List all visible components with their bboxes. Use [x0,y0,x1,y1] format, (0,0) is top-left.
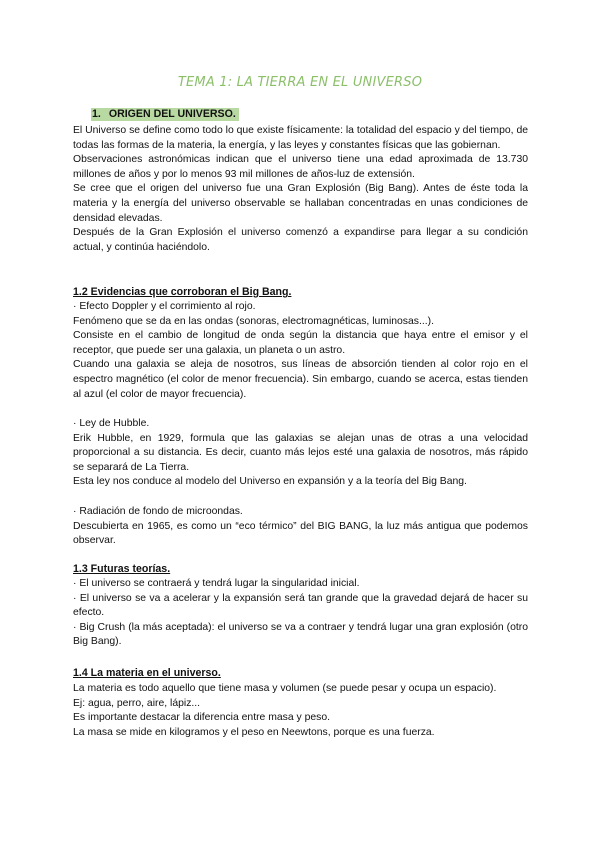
section-1-heading [91,108,239,121]
paragraph: Ej: agua, perro, aire, lápiz... [73,697,201,709]
section-1-3-heading: 1.3 Futuras teorías. [73,563,171,575]
paragraph: Fenómeno que se da en las ondas (sonoras, electromagnéticas, luminosas...). [73,315,434,327]
paragraph: · Radiación de fondo de microondas. [73,506,243,517]
paragraph: Cuando una galaxia se aleja de nosotros, sus líneas de absorción tienden al color rojo en el espectro magnético (el color de menor frecuencia). Sin embargo, cuando se acerca, estas tienden al azul (el color de mayor frecuencia). [73,359,528,400]
section-1-4-heading: 1.4 La materia en el universo. [73,667,221,679]
section-1-2-heading: 1.2 Evidencias que corroboran el Big Bang. [73,286,292,298]
microwave-block [73,505,528,549]
paragraph: · Efecto Doppler y el corrimiento al rojo. [73,301,256,312]
paragraph: Esta ley nos conduce al modelo del Universo en expansión y a la teoría del Big Bang. [73,476,467,488]
list-item: · El universo se va a acelerar y la expansión será tan grande que la gravedad dejará de hacer su efecto. [73,592,528,619]
paragraph: Consiste en el cambio de longitud de onda según la distancia que haya entre el emisor y el receptor, que puede ser una galaxia, un planeta o un astro. [73,330,528,356]
paragraph: Se cree que el origen del universo fue una Gran Explosión (Big Bang). Antes de éste toda la materia y la energía del universo observable se hallaban concentradas en unas condiciones de densidad elevadas. [73,183,528,224]
paragraph: La materia es todo aquello que tiene masa y volumen (se puede pesar y ocupa un espacio). [73,683,497,694]
section-1-heading-text: ORIGEN DEL UNIVERSO. [108,108,236,120]
list-item: · Big Crush (la más aceptada): el universo se va a contraer y tendrá lugar una gran explosión (otro Big Bang). [73,621,528,648]
paragraph: Observaciones astronómicas indican que el universo tiene una edad aproximada de 13.730 millones de años y por lo menos 93 mil millones de años-luz de extensión. [73,154,528,180]
paragraph: La masa se mide en kilogramos y el peso en Neewtons, porque es una fuerza. [73,726,435,738]
list-item: · El universo se contraerá y tendrá lugar la singularidad inicial. [73,578,360,589]
hubble-block [73,417,528,490]
section-1-number: 1. [92,108,101,120]
section-1-body [73,124,528,255]
section-1-3-body [73,577,528,650]
paragraph: Erik Hubble, en 1929, formula que las galaxias se alejan unas de otras a una velocidad proporcional a su distancia. Es decir, cuanto más lejos esté una galaxia de nosotros, más rápido se separará de La Tierra. [73,432,528,473]
paragraph: Después de la Gran Explosión el universo comenzó a expandirse para llegar a su condición actual, y continúa haciéndolo. [73,227,528,253]
paragraph: Descubierta en 1965, es como un “eco térmico” del BIG BANG, la luz más antigua que podemos observar. [73,520,528,547]
section-1-4-body [73,682,528,740]
doppler-block [73,300,528,402]
paragraph: Es importante destacar la diferencia entre masa y peso. [73,712,331,724]
document-title: TEMA 1: LA TIERRA EN EL UNIVERSO [177,75,423,90]
paragraph: · Ley de Hubble. [73,418,150,429]
paragraph: El Universo se define como todo lo que existe físicamente: la totalidad del espacio y del tiempo, de todas las formas de la materia, la energía, y las leyes y constantes físicas que las gobiernan. [73,125,528,151]
